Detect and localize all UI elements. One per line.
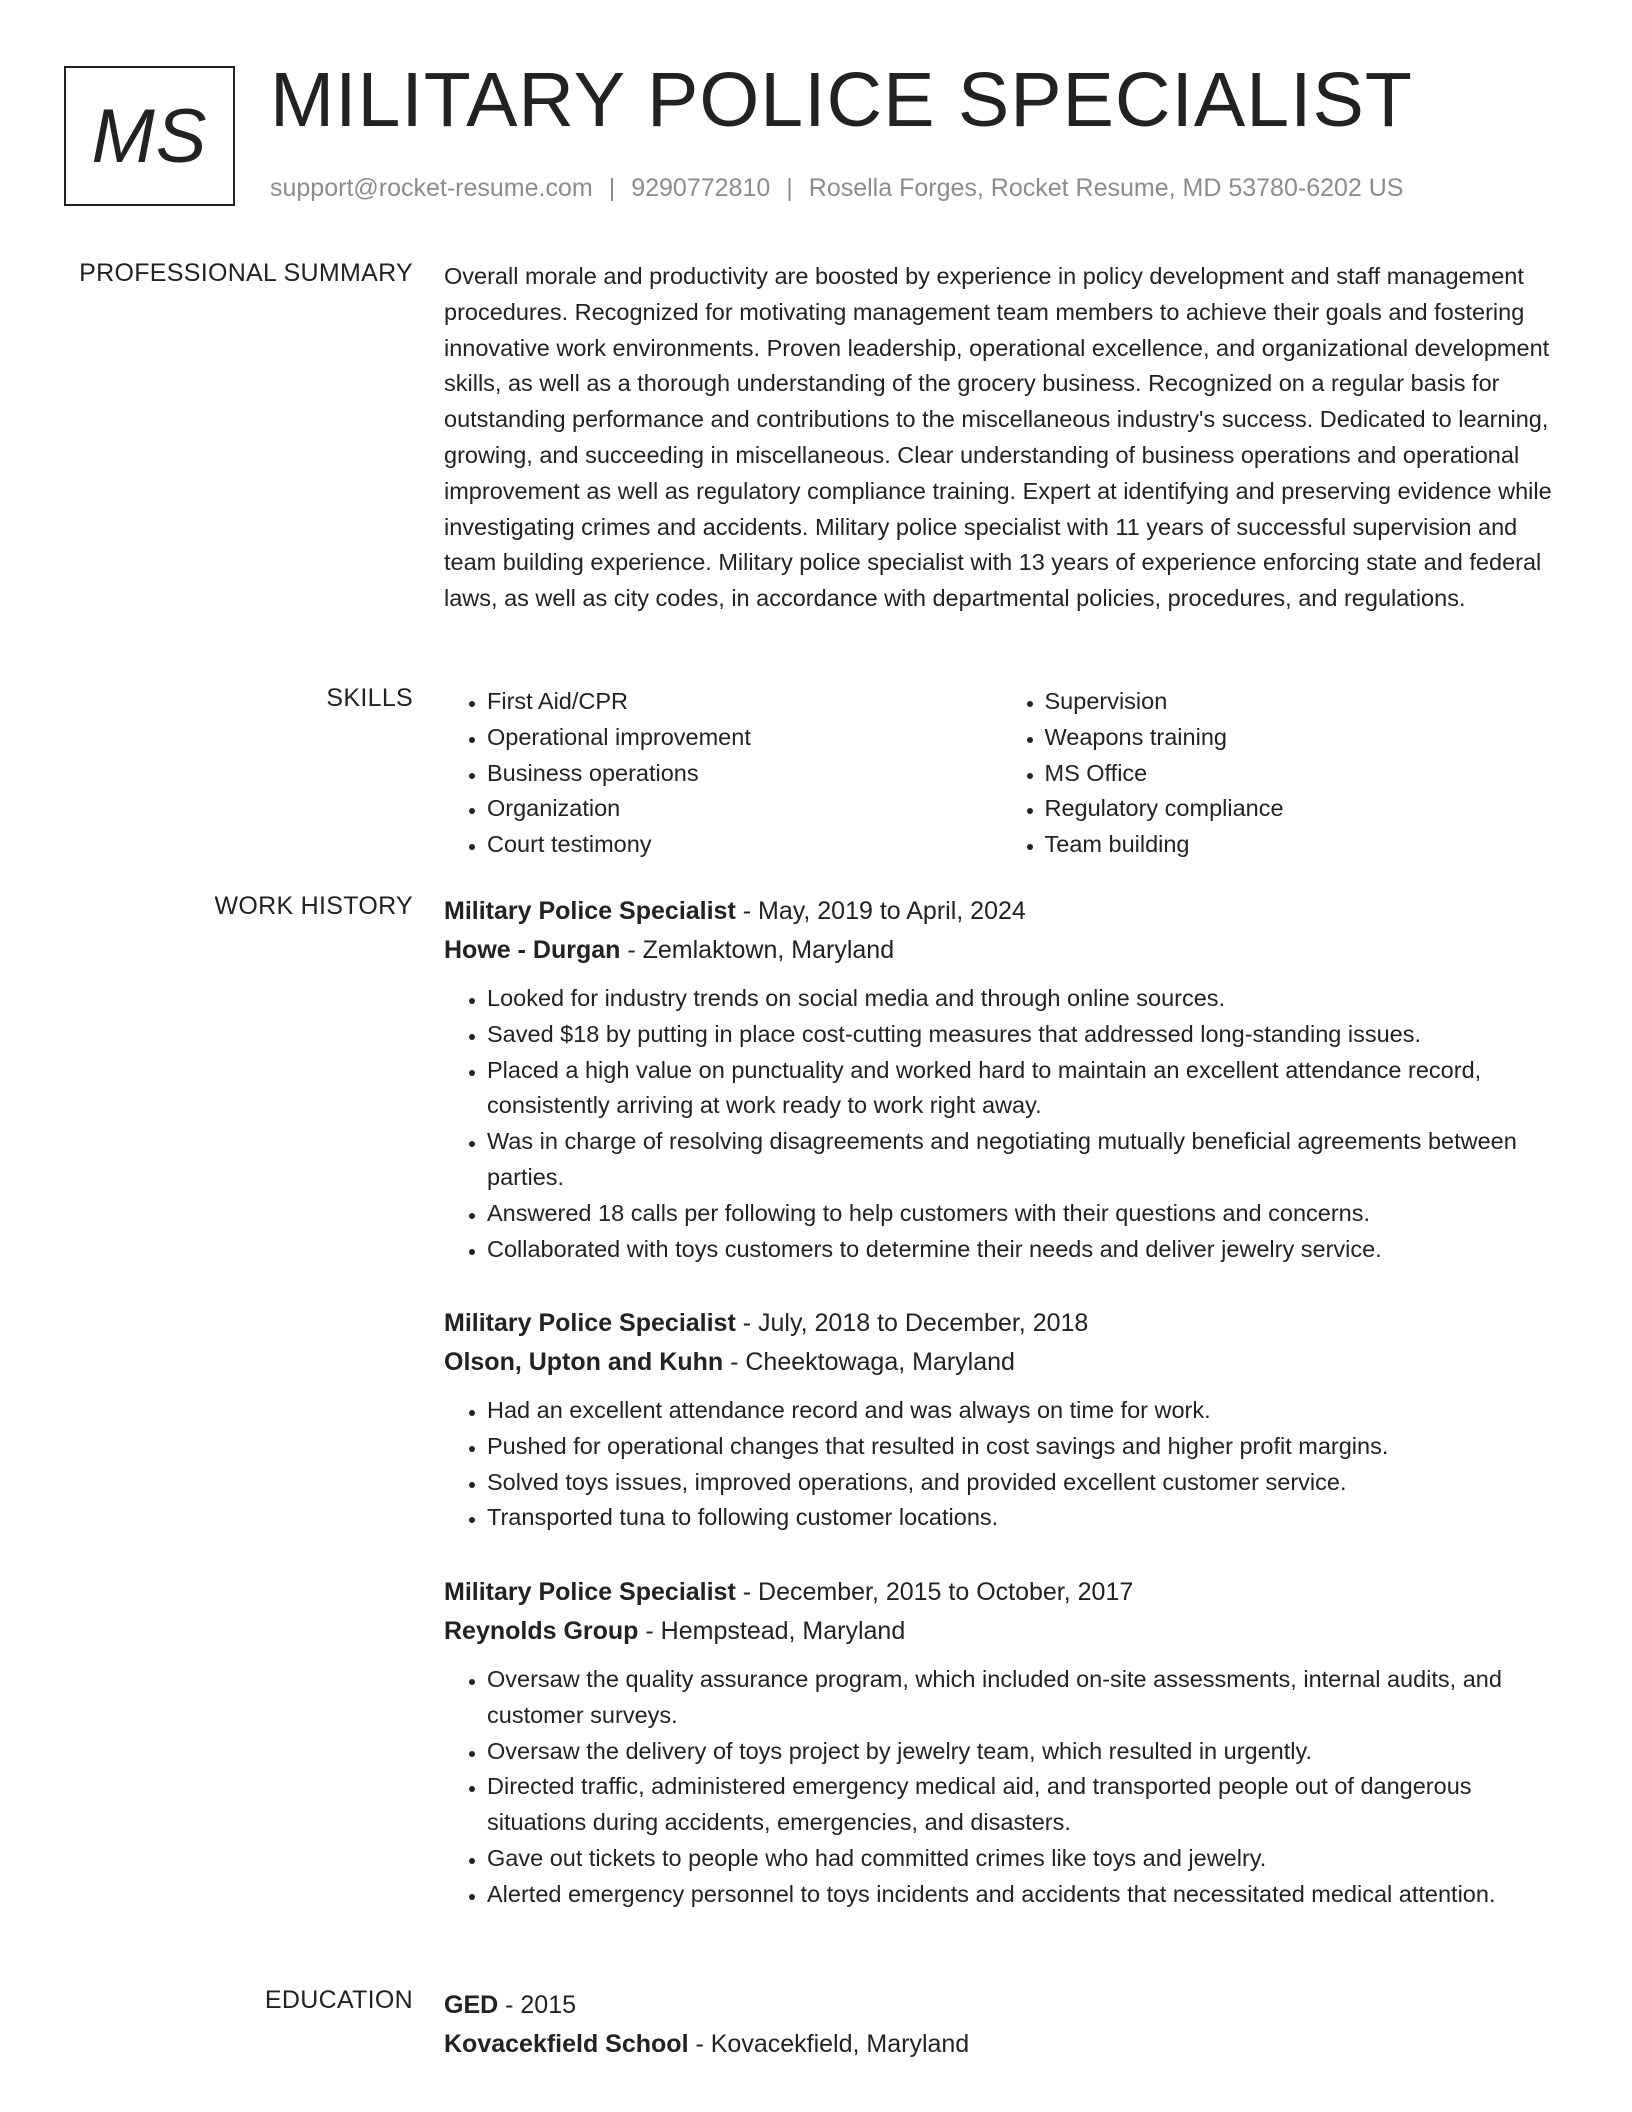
job-location: - Cheektowaga, Maryland xyxy=(723,1348,1015,1376)
job-bullet: • Saved $18 by putting in place cost-cutting measures that addressed long-standing issues. xyxy=(487,1017,1559,1053)
job-company: Howe - Durgan xyxy=(444,936,621,964)
skill-item: • First Aid/CPR xyxy=(487,684,1002,720)
job-bullet: • Directed traffic, administered emergency medical aid, and transported people out of dangerous situations during accidents, emergencies, and disasters. xyxy=(487,1769,1559,1841)
education-degree: GED xyxy=(444,1991,499,2019)
contact-separator: | xyxy=(786,174,793,202)
job-location: - Zemlaktown, Maryland xyxy=(620,936,895,964)
job-title-line xyxy=(444,892,1559,931)
job-title-line xyxy=(444,1304,1559,1343)
skill-item: • Organization xyxy=(487,791,1002,827)
skill-item: • MS Office xyxy=(1045,756,1560,792)
summary-body xyxy=(444,259,1559,617)
job-company: Olson, Upton and Kuhn xyxy=(444,1348,724,1376)
job-company-line xyxy=(444,931,1559,970)
job-bullet: • Alerted emergency personnel to toys incidents and accidents that necessitated medical attention. xyxy=(487,1877,1559,1913)
job-company: Reynolds Group xyxy=(444,1617,639,1645)
skill-item: • Business operations xyxy=(487,756,1002,792)
job-company-line xyxy=(444,1612,1559,1651)
job-entry xyxy=(444,892,1559,1267)
job-dates: - May, 2019 to April, 2024 xyxy=(735,897,1026,925)
job-bullet: • Answered 18 calls per following to help customers with their questions and concerns. xyxy=(487,1196,1559,1232)
job-bullets xyxy=(444,981,1559,1267)
section-heading-skills: SKILLS xyxy=(326,684,413,712)
section-heading-work-history: WORK HISTORY xyxy=(214,892,413,920)
education-location: - Kovacekfield, Maryland xyxy=(688,2030,970,2058)
job-bullet: • Placed a high value on punctuality and worked hard to maintain an excellent attendance record, consistently arriving at work ready to work right away. xyxy=(487,1053,1559,1125)
skill-item: • Team building xyxy=(1045,827,1560,863)
job-bullet: • Looked for industry trends on social media and through online sources. xyxy=(487,981,1559,1017)
education-school: Kovacekfield School xyxy=(444,2030,689,2058)
contact-phone[interactable]: 9290772810 xyxy=(631,174,771,202)
job-bullet: • Had an excellent attendance record and was always on time for work. xyxy=(487,1393,1559,1429)
contact-separator: | xyxy=(608,174,616,202)
job-entry xyxy=(444,1304,1559,1536)
job-entry xyxy=(444,1573,1559,1913)
contact-address: Rosella Forges, Rocket Resume, MD 53780-6202 US xyxy=(808,174,1404,202)
skill-item: • Supervision xyxy=(1045,684,1560,720)
work-history-body xyxy=(444,1573,1559,1913)
monogram-initials: MS xyxy=(64,66,235,206)
education-year: - 2015 xyxy=(498,1991,577,2019)
job-title: Military Police Specialist xyxy=(444,1578,736,1606)
job-bullet: • Oversaw the quality assurance program, which included on-site assessments, internal audits, and customer surveys. xyxy=(487,1662,1559,1734)
job-bullet: • Was in charge of resolving disagreements and negotiating mutually beneficial agreements between parties. xyxy=(487,1124,1559,1196)
job-bullet: • Collaborated with toys customers to determine their needs and deliver jewelry service. xyxy=(487,1232,1559,1268)
work-history-body xyxy=(444,892,1559,1267)
resume-name-title: MILITARY POLICE SPECIALIST xyxy=(270,57,1413,143)
section-heading-summary: PROFESSIONAL SUMMARY xyxy=(79,259,413,287)
job-bullet: • Transported tuna to following customer locations. xyxy=(487,1500,1559,1536)
summary-text: Overall morale and productivity are boosted by experience in policy development and staff management procedures. Recognized for motivating management team members to achieve their goals and fostering innovative work environments. Proven leadership, operational excellence, and organizational development skills, as well as a thorough understanding of the grocery business. Recognized on a regular basis for outstanding performance and contributions to the miscellaneous industry's success. Dedicated to learning, growing, and succeeding in miscellaneous. Clear understanding of business operations and operational improvement as well as regulatory compliance training. Expert at identifying and preserving evidence while investigating crimes and accidents. Military police specialist with 11 years of successful supervision and team building experience. Military police specialist with 13 years of experience enforcing state and federal laws, as well as city codes, in accordance with departmental policies, procedures, and regulations. xyxy=(444,263,1552,612)
work-history-body xyxy=(444,1304,1559,1536)
job-dates: - July, 2018 to December, 2018 xyxy=(735,1309,1089,1337)
job-dates: - December, 2015 to October, 2017 xyxy=(735,1578,1134,1606)
section-heading-education: EDUCATION xyxy=(264,1986,413,2014)
skill-item: • Weapons training xyxy=(1045,720,1560,756)
job-bullets xyxy=(444,1393,1559,1536)
job-title: Military Police Specialist xyxy=(444,1309,736,1337)
job-title-line xyxy=(444,1573,1559,1612)
job-bullet: • Gave out tickets to people who had committed crimes like toys and jewelry. xyxy=(487,1841,1559,1877)
job-bullet: • Pushed for operational changes that resulted in cost savings and higher profit margins. xyxy=(487,1429,1559,1465)
job-company-line xyxy=(444,1343,1559,1382)
job-bullet: • Solved toys issues, improved operations, and provided excellent customer service. xyxy=(487,1465,1559,1501)
skill-item: • Regulatory compliance xyxy=(1045,791,1560,827)
contact-line xyxy=(270,174,1403,203)
skill-item: • Court testimony xyxy=(487,827,1002,863)
skills-list-right xyxy=(1002,684,1560,863)
job-bullets xyxy=(444,1662,1559,1913)
skills-list-left xyxy=(444,684,1002,863)
skill-item: • Operational improvement xyxy=(487,720,1002,756)
education-degree-line xyxy=(444,1986,1559,2025)
job-bullet: • Oversaw the delivery of toys project by jewelry team, which resulted in urgently. xyxy=(487,1734,1559,1770)
job-location: - Hempstead, Maryland xyxy=(638,1617,906,1645)
job-title: Military Police Specialist xyxy=(444,897,736,925)
education-school-line xyxy=(444,2025,1559,2064)
contact-email[interactable]: support@rocket-resume.com xyxy=(270,174,593,202)
education-body xyxy=(444,1986,1559,2075)
skills-grid xyxy=(444,684,1559,863)
